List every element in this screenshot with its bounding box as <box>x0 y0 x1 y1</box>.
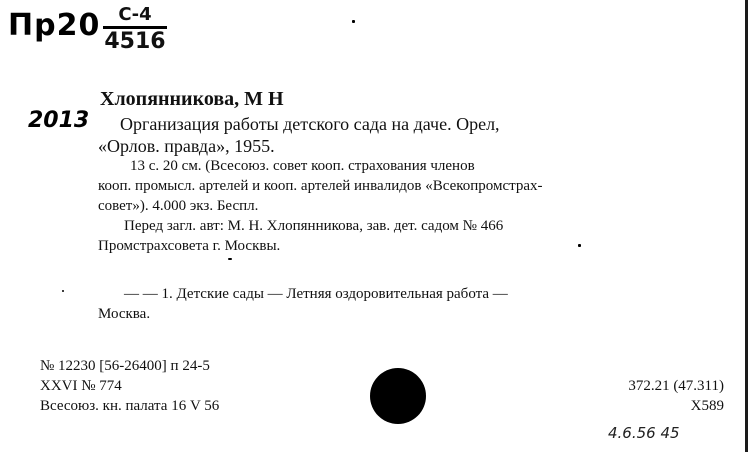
bottom-handwritten-scribble: 4.6.56 45 <box>608 424 680 442</box>
subject-line-2: Москва. <box>98 306 151 322</box>
registry-line-1: № 12230 [56-26400] п 24-5 <box>40 358 210 374</box>
punch-hole <box>370 368 426 424</box>
title-line-1: Организация работы детского сада на даче. Орел, <box>120 114 500 134</box>
call-number-fraction <box>103 6 167 53</box>
title-line-2: «Орлов. правда», 1955. <box>98 136 275 156</box>
call-number-denominator: 4516 <box>104 29 166 54</box>
collation-line-2: кооп. промысл. артелей и кооп. артелей инвалидов «Всекопромстрах- <box>98 178 543 194</box>
ink-speck <box>352 20 355 23</box>
card-right-edge <box>745 0 748 452</box>
margin-handwritten-note: 2013 <box>28 108 90 133</box>
author-heading: Хлопянникова, М Н <box>100 88 284 110</box>
collation-line-3: совет»). 4.000 экз. Беспл. <box>98 198 259 214</box>
call-number-numerator: С-4 <box>118 4 152 25</box>
ink-speck <box>228 258 232 260</box>
shelf-mark: Пр20 <box>8 8 101 43</box>
collation-line-1: 13 с. 20 см. (Всесоюз. совет кооп. страхования членов <box>130 158 475 174</box>
registry-line-2: XXVI № 774 <box>40 378 122 394</box>
classification-line-1: 372.21 (47.311) <box>628 378 724 394</box>
classification-line-2: Х589 <box>690 398 724 414</box>
note-line-1: Перед загл. авт: М. Н. Хлопянникова, зав. дет. садом № 466 <box>124 218 504 234</box>
note-line-2: Промстрахсовета г. Москвы. <box>98 238 281 254</box>
registry-line-3: Всесоюз. кн. палата 16 V 56 <box>40 398 220 414</box>
ink-speck <box>62 290 64 292</box>
subject-line-1: — — 1. Детские сады — Летняя оздоровительная работа — <box>124 286 508 302</box>
ink-speck <box>578 244 581 247</box>
